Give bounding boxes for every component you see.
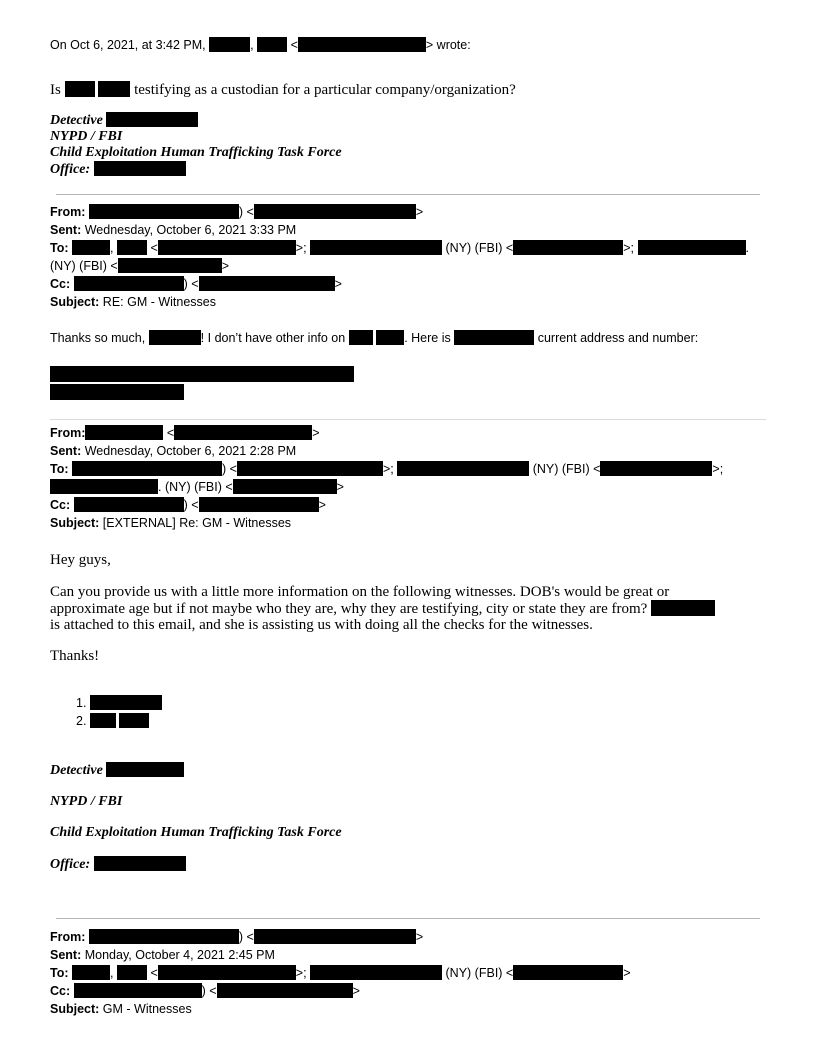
email1-header: From: ) < > Sent: Wednesday, October 6, 2021 3:33 PM To: , < >; (NY) (FBI) < >; . (NY) (FBI) < > Cc: ) < > Subject: RE: GM - Witnesses [50,205,749,309]
redaction [600,461,712,476]
redaction [85,425,163,440]
divider [50,419,766,420]
email1-subject: RE: GM - Witnesses [102,295,217,309]
divider [56,194,760,195]
redaction [158,965,296,980]
angle-open: < [290,38,298,52]
redaction [298,37,426,52]
redaction [397,461,529,476]
redaction [94,856,186,871]
redaction [72,965,110,980]
email3-subject: GM - Witnesses [102,1002,192,1016]
redaction [651,600,715,616]
email3-sent: Monday, October 4, 2021 2:45 PM [84,948,275,962]
redaction [90,713,116,728]
redaction [349,330,373,345]
email2-greeting: Hey guys, [50,552,111,568]
redaction [513,240,623,255]
redaction [233,479,337,494]
email1-body: Thanks so much, ! I don’t have other info on . Here is current address and number: [50,331,699,345]
redaction [90,695,162,710]
redaction [118,258,222,273]
redaction [119,713,149,728]
quoted-question: Is testifying as a custodian for a particular company/organization? [50,82,516,98]
redaction [376,330,404,345]
redaction [117,240,147,255]
email3-header: From: ) < > Sent: Monday, October 4, 2021 2:45 PM To: , < >; (NY) (FBI) < > Cc: ) < > Subject: GM - Witnesses [50,930,631,1016]
quoted-intro [50,36,471,54]
divider [56,918,760,919]
email2-subject: [EXTERNAL] Re: GM - Witnesses [102,516,292,530]
redaction [89,204,239,219]
redaction [50,479,158,494]
list-item: 1. [76,694,162,712]
signature-task-force: Child Exploitation Human Trafficking Task Force [50,145,342,160]
redaction [98,81,130,97]
signature-agency: NYPD / FBI [50,129,123,144]
signature-block-2: Detective NYPD / FBI Child Exploitation Human Trafficking Task Force Office: [50,763,342,872]
redaction [158,240,296,255]
redaction [149,330,201,345]
redaction [310,240,442,255]
redaction-phone [50,384,184,400]
comma: , [250,38,254,52]
redaction [74,983,202,998]
email2-paragraph: Can you provide us with a little more information on the following witnesses. DOB's would be great or approximate age but if not maybe who they are, why they are testifying, city or state they are from? is attached to this email, and she is assisting us with doing all the checks for the witnesses. [50,584,715,633]
redaction [257,37,287,52]
redaction [217,983,353,998]
redaction [65,81,95,97]
redaction [513,965,623,980]
redaction [74,497,184,512]
redaction-address [50,366,354,382]
redaction [254,929,416,944]
redaction [72,240,110,255]
redaction [237,461,383,476]
email2-thanks: Thanks! [50,648,100,664]
email2-header: From: < > Sent: Wednesday, October 6, 2021 2:28 PM To: ) < >; (NY) (FBI) < >; . (NY) (FBI) < > Cc: ) < > Subject: [EXTERNAL] Re: GM - Witnesses [50,426,724,530]
redaction [174,425,312,440]
redaction [209,37,250,52]
redaction [254,204,416,219]
witness-list [76,694,162,730]
redaction [310,965,442,980]
signature-title: Detective [50,113,103,128]
email1-sent: Wednesday, October 6, 2021 3:33 PM [84,223,297,237]
redaction [106,112,198,127]
signature-office-label: Office: [50,162,91,177]
redaction [72,461,222,476]
redaction [117,965,147,980]
quoted-intro-prefix: On Oct 6, 2021, at 3:42 PM, [50,38,206,52]
redaction [454,330,534,345]
redaction [89,929,239,944]
email2-sent: Wednesday, October 6, 2021 2:28 PM [84,444,297,458]
redaction [94,161,186,176]
redaction [106,762,184,777]
redaction [74,276,184,291]
signature-block-1 [50,112,342,178]
redaction [199,497,319,512]
list-item: 2. [76,712,162,730]
quoted-intro-suffix: > wrote: [425,38,471,52]
redaction [638,240,746,255]
redaction [199,276,335,291]
